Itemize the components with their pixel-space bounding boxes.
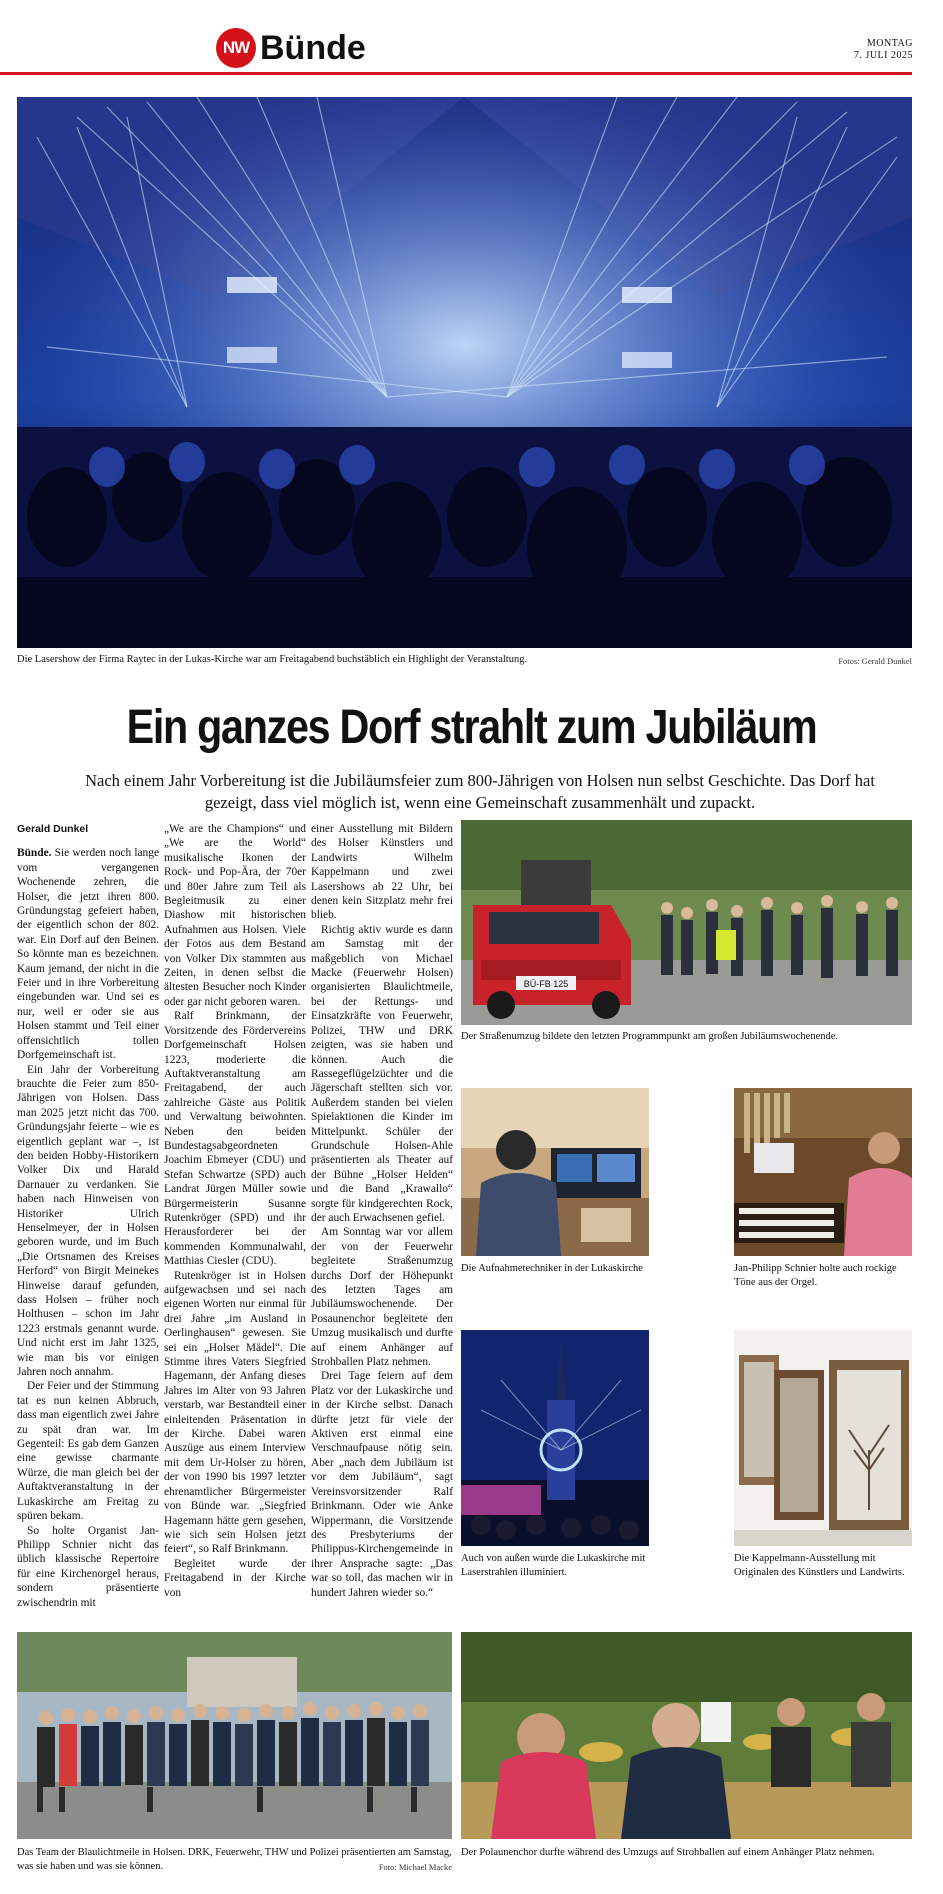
paragraph: Drei Tage feiern auf dem Platz vor der Lukaskirche und in der Kirche selbst. Danach dürfte jetzt für viele der Aktiven erst einmal eine Verschnaufpause nötig sein. Aber „nach dem Jubiläum ist vor dem Jubiläum“, sagt Vereinsvorsitzender Ralf Brinkmann. Oder wie Anke Wippermann, die Vorsitzende des Presbyteriums der Philippus-Kirchengemeinde in ihrer Ansprache sagte: „Das war so toll, das machen wir in hundert Jahren wieder so.“ bbox=[311, 1370, 453, 1599]
headline: Ein ganzes Dorf strahlt zum Jubiläum bbox=[126, 701, 817, 754]
hero-caption: Die Lasershow der Firma Raytec in der Lukas-Kirche war am Freitagabend buchstäblich ein Highlight der Veranstaltung. bbox=[17, 654, 528, 665]
paragraph: Der Feier und der Stimmung tat es nun keinen Abbruch, dass man eigentlich zwei Jahre zu spät dran war. Im Gegenteil: Es gab dem Ganzen eine gewisse charmante Würze, die man gleich bei der Auftaktveranstaltung in der Lukaskirche am Freitag zu spüren bekam. bbox=[17, 1380, 159, 1523]
gallery-photo bbox=[734, 1330, 912, 1546]
dateline-date: 7. JULI 2025 bbox=[853, 50, 913, 61]
paragraph bbox=[17, 846, 159, 1062]
recording-caption: Die Aufnahmetechniker in der Lukaskirche bbox=[461, 1263, 643, 1274]
paragraph: „We are the Champions“ und „We are the World“ musikalische Ikonen der Rock- und Pop-Ära, der 70er und 80er Jahre zum Teil als Begleitmusik zu einer Diashow mit historischen Aufnahmen aus Holsen. Viele der Fotos aus dem Bestand von Volker Dix stammten aus Zeiten, in denen selbst die ältesten Besucher noch Kinder oder gar nicht geboren waren. bbox=[164, 823, 306, 1008]
paragraph: Begleitet wurde der Freitagabend in der Kirche von bbox=[164, 1557, 306, 1599]
paragraph: Ein Jahr der Vorbereitung brauchte die Feier zum 850-Jährigen von Holsen. Dass man 2025 jetzt nicht das 700. Gründungsjahr feierte – wie es eigentlich geplant war –, ist den beiden Hobby-Historikern Volker Dix und Harald Darnauer zu verdanken. Sie haben nach Hinweisen von Historiker Ulrich Henselmeyer, der in Holsen geboren wurde, und im Buch „Die Ortsnamen des Kreises Herford“ von Birgit Meinekes Hinweise darauf gefunden, dass Holsen – früher noch Holthusen – schon im Jahr 1223 erstmals genannt wurde. Und nicht erst im Jahr 1325, wie man bis vor einigen Jahren noch annahm. bbox=[17, 1063, 159, 1379]
gallery-caption: Die Kappelmann-Ausstellung mit Originalen des Künstlers und Landwirts. bbox=[734, 1553, 905, 1578]
masthead-logo bbox=[216, 28, 366, 68]
article-column-1 bbox=[17, 822, 159, 1610]
author: Gerald Dunkel bbox=[17, 823, 89, 835]
dateline-place: Bünde. bbox=[17, 847, 52, 860]
masthead-rule bbox=[0, 72, 912, 75]
church-caption: Auch von außen wurde die Lukaskirche mit Laserstrahlen illuminiert. bbox=[461, 1553, 646, 1578]
lead-paragraph: Nach einem Jahr Vorbereitung ist die Jubiläumsfeier zum 800-Jährigen von Holsen nun selbst Geschichte. Das Dorf hat gezeigt, dass viel möglich ist, wenn eine Gemeinschaft zusammenhält und zupackt. bbox=[85, 771, 875, 812]
dateline-day: MONTAG bbox=[866, 38, 913, 49]
recording-photo bbox=[461, 1088, 649, 1256]
team-caption: Das Team der Blaulichtmeile in Holsen. DRK, Feuerwehr, THW und Polizei präsentierten am Samstag, was sie haben und was sie können. bbox=[17, 1847, 452, 1872]
church-night-photo bbox=[461, 1330, 649, 1546]
brass-band-photo bbox=[461, 1632, 912, 1839]
license-plate: BÜ-FB 125 bbox=[523, 979, 569, 989]
paragraph-text: Sie werden noch lange vom vergangenen Wochenende zehren, die Holser, die jetzt ihren 800. Gründungstag gefeiert haben, der eigentlich schon der 802. war. Ein Dorf auf den Beinen. So könnte man es bezeichnen. Kaum jemand, der nicht in die Feier und in ihre Vorbereitung eingebunden war. Und sei es nur, weil er oder sie aus Holsen stammt und Teil einer offensichtlich tollen Dorfgemeinschaft ist. bbox=[17, 847, 159, 1062]
nw-logo: NW bbox=[216, 28, 256, 68]
brass-caption: Der Polaunenchor durfte während des Umzugs auf Strohballen auf einem Anhänger Platz nehmen. bbox=[461, 1847, 875, 1858]
organ-photo bbox=[734, 1088, 912, 1256]
dateline bbox=[854, 38, 913, 62]
paragraph: Am Sonntag war vor allem der von der Feuerwehr begleitete Straßenumzug durchs Dorf der Höhepunkt des letzten Tages am Jubiläumswochenende. Der Posaunenchor begleitete den Umzug musikalisch und durfte auf einem Anhänger auf Strohballen Platz nehmen. bbox=[311, 1226, 453, 1369]
hero-laser-photo bbox=[17, 97, 912, 648]
paragraph: Rutenkröger ist in Holsen aufgewachsen und sei nach eigenen Worten nur einmal für drei Jahre „im Ausland in Oerlinghausen“ gewesen. Sie sei ein „Holser Mädel“. Die Stimme ihres Vaters Siegfried Hagemann, der Anfang dieses Jahres im Alter von 93 Jahren verstarb, war Bestandteil einer einleitenden Präsentation in der Kirche. Dabei waren Auszüge aus einem Interview mit dem Ur-Holser zu hören, der von 1990 bis 1997 letzter ehrenamtlicher Bürgermeister von Bünde war. „Siegfried Hagemann hätte gern gesehen, wie sich sein Holsen jetzt feiert“, so Ralf Brinkmann. bbox=[164, 1269, 306, 1556]
article-column-3 bbox=[311, 822, 453, 1600]
parade-caption: Der Straßenumzug bildete den letzten Programmpunkt am großen Jubiläumswochenende. bbox=[461, 1031, 839, 1042]
masthead-city: Bünde bbox=[260, 28, 366, 67]
paragraph: Richtig aktiv wurde es dann am Samstag mit der maßgeblich von Michael Macke (Feuerwehr Holsen) organisierten Blaulichtmeile, bei der Rettungs- und Einsatzkräfte von Feuerwehr, Polizei, THW und DRK zeigten, was sie haben und können. Auch die Rassegeflügelzüchter und die Jägerschaft stellten sich vor. Außerdem standen bei vielen Spielaktionen die Kinder im Mittelpunkt. Schüler der Grundschule Holsen-Ahle präsentierten als Theater auf der Bühne „Holser Helden“ und die Band „Krawallo“ sorgte für kindgerechten Rock, der auch Erwachsenen gefiel. bbox=[311, 923, 453, 1224]
hero-credit: Fotos: Gerald Dunkel bbox=[838, 656, 912, 666]
paragraph: So holte Organist Jan-Philipp Schnier nicht das üblich klassische Repertoire für eine Kirchenorgel heraus, sondern präsentierte zwischendrin mit bbox=[17, 1524, 159, 1609]
team-credit: Foto: Michael Macke bbox=[378, 1862, 452, 1872]
team-photo bbox=[17, 1632, 452, 1839]
paragraph: einer Ausstellung mit Bildern des Holser Künstlers und Landwirts Wilhelm Kappelmann und zwei Lasershows ab 22 Uhr, bei denen kein Sitzplatz mehr frei blieb. bbox=[311, 823, 453, 922]
organ-caption: Jan-Philipp Schnier holte auch rockige Töne aus der Orgel. bbox=[734, 1263, 897, 1288]
article-column-2 bbox=[164, 822, 306, 1600]
parade-photo bbox=[461, 820, 912, 1025]
paragraph: Ralf Brinkmann, der Vorsitzende des Fördervereins Dorfgemeinschaft Holsen 1223, moderierte die Auftaktveranstaltung am Freitagabend, der auch zahlreiche Gäste aus Politik und Verwaltung beiwohnten. Neben den beiden Bundestagsabgeordneten Joachim Ebmeyer (CDU) und Stefan Schwartze (SPD) auch Landrat Jürgen Müller sowie Bürgermeisterin Susanne Rutenkröger (SPD) und ihr Herausforderer bei der kommenden Kommunalwahl, Matthias Ciesler (CDU). bbox=[164, 1010, 306, 1268]
